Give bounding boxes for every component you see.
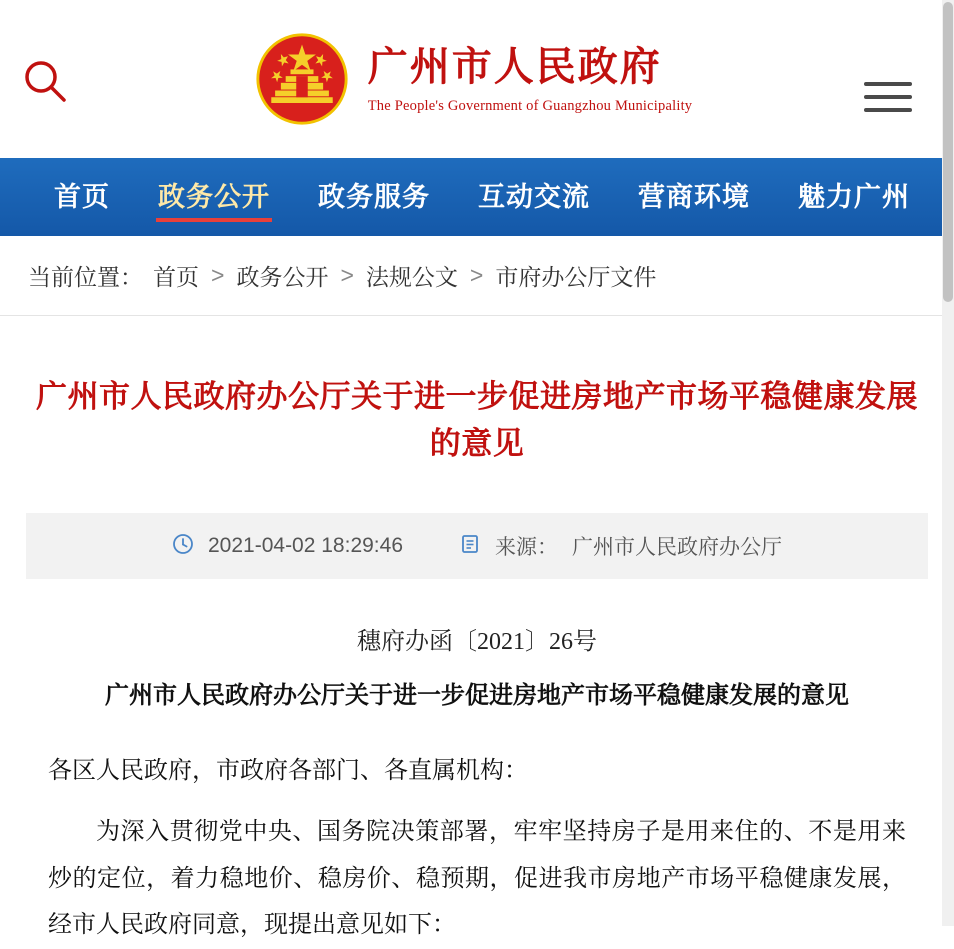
nav-item-home[interactable]: 首页 [54,182,110,212]
site-header [0,0,954,158]
national-emblem-icon [254,31,350,127]
article-source-label: 来源： [495,536,558,559]
nav-item-interaction[interactable]: 互动交流 [478,182,590,212]
site-brand[interactable] [254,31,693,127]
page-scrollbar[interactable] [942,0,954,926]
document-heading: 广州市人民政府办公厅关于进一步促进房地产市场平稳健康发展的意见 [105,683,849,709]
brand-title-cn: 广州市人民政府 [367,43,662,90]
article-source-value: 广州市人民政府办公厅 [572,536,782,559]
clock-icon [172,533,194,559]
breadcrumb-item-disclosure[interactable]: 政务公开 [236,264,329,290]
breadcrumb-separator: > [469,262,484,288]
nav-item-business-environment[interactable]: 营商环境 [638,182,750,212]
search-icon[interactable] [22,58,68,104]
document-icon [459,533,481,559]
nav-item-government-affairs-disclosure[interactable]: 政务公开 [134,158,294,236]
article-paragraph: 各区人民政府，市政府各部门、各直属机构： [48,758,528,784]
hamburger-menu-icon[interactable] [864,82,912,116]
breadcrumb-item-home[interactable]: 首页 [153,264,199,290]
breadcrumb-label: 当前位置： [28,264,143,290]
nav-item-government-services[interactable]: 政务服务 [318,182,430,212]
breadcrumb-item-regulations[interactable]: 法规公文 [365,264,458,290]
brand-title-en: The People's Government of Guangzhou Municipality [367,97,693,114]
breadcrumb-item-office-documents[interactable]: 市府办公厅文件 [495,264,657,290]
article [0,316,954,949]
breadcrumb-separator: > [211,262,225,288]
main-navigation [0,158,954,236]
article-paragraph: 为深入贯彻党中央、国务院决策部署，牢牢坚持房子是用来住的、不是用来炒的定位，着力稳地价、稳房价、稳预期，促进我市房地产市场平稳健康发展，经市人民政府同意，现提出意见如下： [48,818,906,939]
breadcrumb-separator: > [340,262,354,288]
article-datetime: 2021-04-02 18:29:46 [208,534,403,557]
page-title: 广州市人民政府办公厅关于进一步促进房地产市场平稳健康发展的意见 [36,379,918,461]
breadcrumb [0,236,954,316]
article-meta [26,513,928,579]
nav-item-charming-guangzhou[interactable]: 魅力广州 [798,182,910,212]
scrollbar-thumb[interactable] [943,2,953,302]
document-number: 穗府办函〔2021〕26号 [357,629,597,655]
